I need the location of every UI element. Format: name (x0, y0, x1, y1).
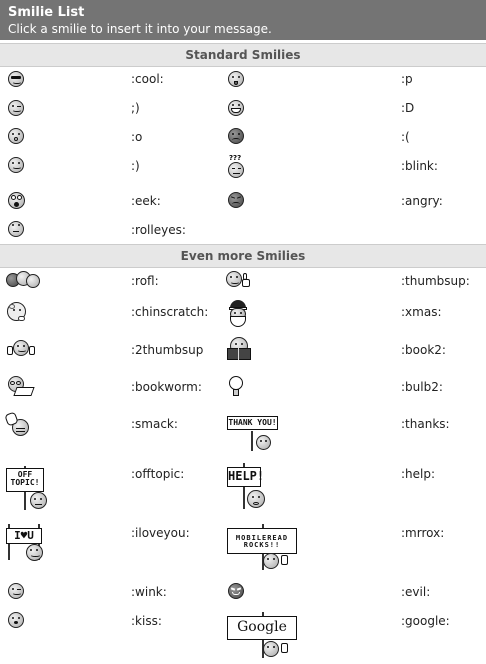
smilie-biggrin-icon[interactable] (228, 100, 244, 116)
smilie-list-header (0, 0, 486, 40)
smilie-book2-icon[interactable] (227, 337, 251, 361)
code-thanks[interactable]: :thanks: (401, 417, 450, 431)
code-offtopic[interactable]: :offtopic: (131, 467, 185, 481)
code-book2[interactable]: :book2: (401, 343, 446, 357)
code-o[interactable]: :o (131, 130, 143, 144)
smilie-smile-icon[interactable] (8, 157, 24, 173)
code-wink-semicolon[interactable]: ;) (131, 101, 140, 115)
code-eek[interactable]: :eek: (131, 194, 161, 208)
code-blink[interactable]: :blink: (401, 159, 438, 173)
smilie-smack-icon[interactable] (6, 413, 30, 437)
smilie-thumbsup-icon[interactable] (226, 269, 252, 291)
smilie-chinscratch-icon[interactable] (6, 301, 28, 323)
smilie-kiss-icon[interactable] (8, 612, 24, 628)
smilie-surprised-icon[interactable] (8, 128, 24, 144)
smilie-wink2-icon[interactable] (8, 583, 24, 599)
google-sign-text: Google (227, 616, 297, 640)
blink-question-marks: ??? (229, 154, 242, 162)
smilie-mrrox-icon[interactable] (227, 522, 299, 572)
code-rolleyes[interactable]: :rolleyes: (131, 223, 186, 237)
smilie-bulb2-icon[interactable] (229, 376, 243, 398)
smilie-bookworm-icon[interactable] (7, 376, 33, 398)
offtopic-sign (6, 468, 44, 492)
thanks-sign-text: THANK YOU! (227, 416, 278, 430)
offtopic-sign-line2: TOPIC! (10, 478, 40, 488)
code-kiss[interactable]: :kiss: (131, 614, 162, 628)
smilie-sad-icon[interactable] (228, 128, 244, 144)
smilie-rofl-icon[interactable] (6, 271, 40, 289)
smilie-wink-icon[interactable] (8, 100, 24, 116)
smilie-blink-icon[interactable] (226, 154, 246, 180)
page-subtitle: Click a smilie to insert it into your message. (8, 22, 272, 36)
code-p[interactable]: :p (401, 72, 413, 86)
smilie-cool-icon[interactable] (8, 71, 24, 87)
offtopic-sign-line1: OFF (17, 470, 33, 479)
smilie-xmas-icon[interactable] (227, 300, 249, 328)
smilie-evil-icon[interactable] (228, 583, 244, 599)
smilie-rolleyes-icon[interactable] (8, 221, 24, 237)
code-rofl[interactable]: :rofl: (131, 274, 159, 288)
smilie-angry-icon[interactable] (228, 192, 244, 208)
smilie-offtopic-icon[interactable] (6, 462, 50, 512)
smilie-thanks-icon[interactable] (227, 413, 279, 453)
smilie-eek-icon[interactable] (8, 192, 25, 209)
code-smack[interactable]: :smack: (131, 417, 178, 431)
code-evil[interactable]: :evil: (401, 585, 431, 599)
mrrox-sign-line2: ROCKS!! (243, 541, 281, 550)
code-sad[interactable]: :( (401, 130, 410, 144)
code-2thumbsup[interactable]: :2thumbsup (131, 343, 204, 357)
help-sign-text: HELP! (227, 467, 261, 487)
mrrox-sign (227, 528, 297, 554)
smilie-iloveyou-icon[interactable] (6, 522, 46, 562)
page-title: Smilie List (8, 5, 85, 20)
code-D[interactable]: :D (401, 101, 415, 115)
code-help[interactable]: :help: (401, 467, 436, 481)
mrrox-sign-line1: MOBILEREAD (235, 534, 289, 542)
code-xmas[interactable]: :xmas: (401, 305, 442, 319)
code-smile[interactable]: :) (131, 159, 140, 173)
code-cool[interactable]: :cool: (131, 72, 164, 86)
iloveyou-sign-text: I♥U (6, 528, 42, 544)
section-standard-smilies: Standard Smilies (0, 43, 486, 67)
smilie-2thumbsup-icon[interactable] (7, 340, 35, 358)
code-mrrox[interactable]: :mrrox: (401, 526, 445, 540)
code-iloveyou[interactable]: :iloveyou: (131, 526, 190, 540)
code-wink[interactable]: :wink: (131, 585, 167, 599)
smilie-help-icon[interactable] (227, 463, 269, 511)
code-bookworm[interactable]: :bookworm: (131, 380, 202, 394)
code-chinscratch[interactable]: :chinscratch: (131, 305, 209, 319)
code-google[interactable]: :google: (401, 614, 450, 628)
section-even-more-smilies: Even more Smilies (0, 244, 486, 268)
code-thumbsup[interactable]: :thumbsup: (401, 274, 470, 288)
smilie-google-icon[interactable] (227, 610, 299, 660)
code-angry[interactable]: :angry: (401, 194, 443, 208)
smilie-tongue-icon[interactable] (228, 71, 244, 87)
code-bulb2[interactable]: :bulb2: (401, 380, 443, 394)
